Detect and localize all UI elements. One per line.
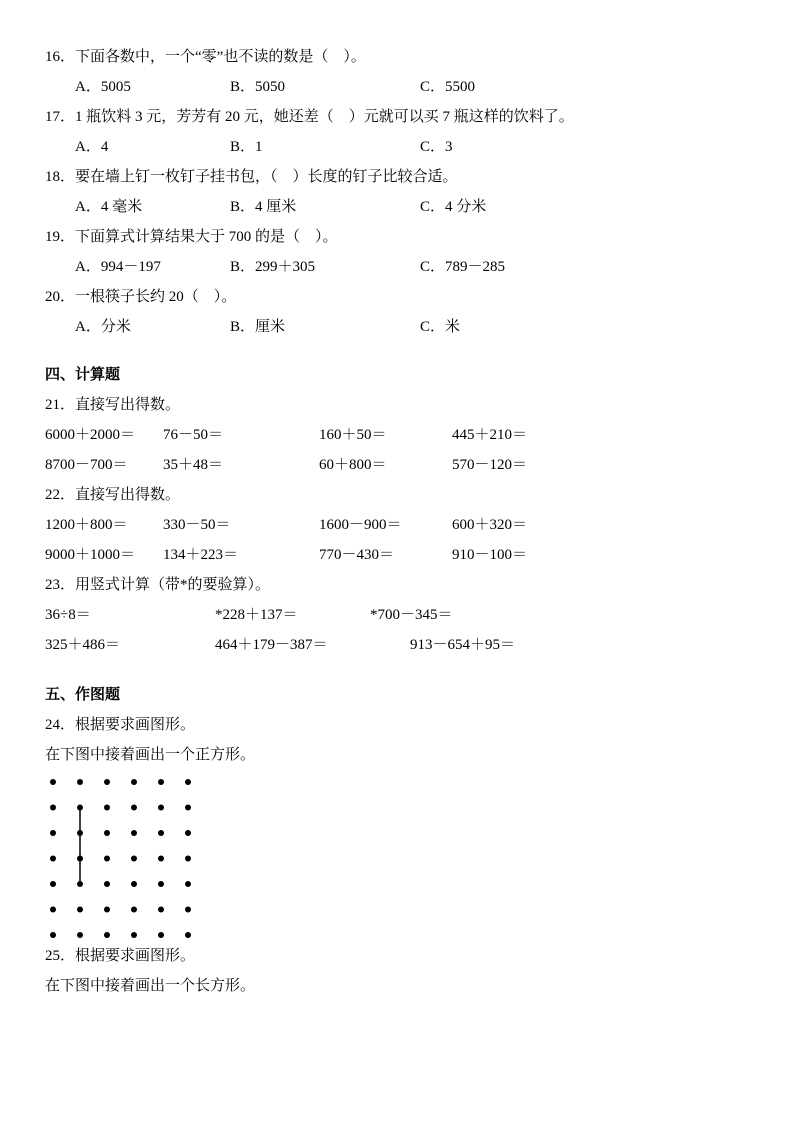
- option-a: A．994－197: [75, 259, 161, 275]
- question-16: [45, 42, 753, 102]
- question-stem: [45, 102, 753, 132]
- option-a: A．4 毫米: [75, 199, 143, 215]
- question-stem: [45, 162, 753, 192]
- calc-row: [45, 540, 753, 570]
- calc-expression: 570－120＝: [452, 457, 528, 473]
- option-b: B．1: [230, 139, 263, 155]
- calc-expression: 770－430＝: [319, 547, 395, 563]
- question-stem: [45, 42, 753, 72]
- question-subtitle: 在下图中接着画出一个正方形。: [45, 747, 256, 763]
- question-subtitle: 在下图中接着画出一个长方形。: [45, 978, 256, 994]
- calc-expression: 910－100＝: [452, 547, 528, 563]
- question-number: 19．: [45, 229, 76, 245]
- question-label: 21．直接写出得数。: [45, 397, 181, 413]
- dot-grid-svg: [47, 776, 194, 941]
- calc-expression: *700－345＝: [370, 607, 453, 623]
- question-options: [45, 312, 753, 342]
- section-heading-calculation: 四、计算题: [45, 367, 121, 383]
- calc-expression: 9000＋1000＝: [45, 547, 136, 563]
- question-19: [45, 222, 753, 282]
- question-text: 下面各数中，一个“零”也不读的数是（ ）。: [75, 49, 366, 65]
- calc-expression: 1200＋800＝: [45, 517, 128, 533]
- question-18: [45, 162, 753, 222]
- question-25: [45, 941, 753, 1001]
- question-20: [45, 282, 753, 342]
- option-a: A．分米: [75, 319, 131, 335]
- question-options: [45, 192, 753, 222]
- question-number: 20．: [45, 289, 76, 305]
- question-options: [45, 252, 753, 282]
- calc-expression: 325＋486＝: [45, 637, 121, 653]
- question-label: 22．直接写出得数。: [45, 487, 181, 503]
- calc-expression: 600＋320＝: [452, 517, 528, 533]
- calc-expression: 60＋800＝: [319, 457, 387, 473]
- calc-row: [45, 450, 753, 480]
- question-stem: [45, 282, 753, 312]
- option-c: C．米: [420, 319, 461, 335]
- calc-expression: 160＋50＝: [319, 427, 387, 443]
- calc-expression: 76－50＝: [163, 427, 224, 443]
- calc-expression: 36÷8＝: [45, 607, 91, 623]
- question-23: [45, 570, 753, 660]
- option-b: B．299＋305: [230, 259, 316, 275]
- calc-row: [45, 420, 753, 450]
- question-number: 18．: [45, 169, 76, 185]
- dot-grid-figure: [47, 776, 753, 941]
- question-24: [45, 710, 753, 941]
- question-21: [45, 390, 753, 480]
- question-17: [45, 102, 753, 162]
- option-c: C．789－285: [420, 259, 506, 275]
- question-label: 23．用竖式计算（带*的要验算）。: [45, 577, 271, 593]
- calc-expression: 6000＋2000＝: [45, 427, 136, 443]
- calc-expression: 445＋210＝: [452, 427, 528, 443]
- calc-row: [45, 630, 753, 660]
- question-text: 一根筷子长约 20（ ）。: [75, 289, 237, 305]
- calc-expression: 35＋48＝: [163, 457, 224, 473]
- question-number: 17．: [45, 109, 76, 125]
- question-label: 25．根据要求画图形。: [45, 948, 196, 964]
- option-a: A．5005: [75, 79, 131, 95]
- question-stem: [45, 222, 753, 252]
- question-text: 下面算式计算结果大于 700 的是（ ）。: [75, 229, 338, 245]
- calc-expression: *228＋137＝: [215, 607, 298, 623]
- option-a: A．4: [75, 139, 109, 155]
- calc-expression: 134＋223＝: [163, 547, 239, 563]
- option-c: C．3: [420, 139, 453, 155]
- option-c: C．5500: [420, 79, 476, 95]
- option-b: B．厘米: [230, 319, 286, 335]
- question-number: 16．: [45, 49, 76, 65]
- section-heading-drawing: 五、作图题: [45, 687, 121, 703]
- question-text: 1 瓶饮料 3 元，芳芳有 20 元，她还差（ ）元就可以买 7 瓶这样的饮料了。: [75, 109, 574, 125]
- question-options: [45, 132, 753, 162]
- calc-expression: 913－654＋95＝: [410, 637, 516, 653]
- question-label: 24．根据要求画图形。: [45, 717, 196, 733]
- question-text: 要在墙上钉一枚钉子挂书包，（ ）长度的钉子比较合适。: [75, 169, 458, 185]
- option-b: B．5050: [230, 79, 286, 95]
- calc-row: [45, 600, 753, 630]
- option-c: C．4 分米: [420, 199, 487, 215]
- calc-expression: 1600－900＝: [319, 517, 402, 533]
- option-b: B．4 厘米: [230, 199, 297, 215]
- question-22: [45, 480, 753, 570]
- calc-expression: 8700－700＝: [45, 457, 128, 473]
- question-options: [45, 72, 753, 102]
- calc-expression: 330－50＝: [163, 517, 231, 533]
- calc-expression: 464＋179－387＝: [215, 637, 328, 653]
- calc-row: [45, 510, 753, 540]
